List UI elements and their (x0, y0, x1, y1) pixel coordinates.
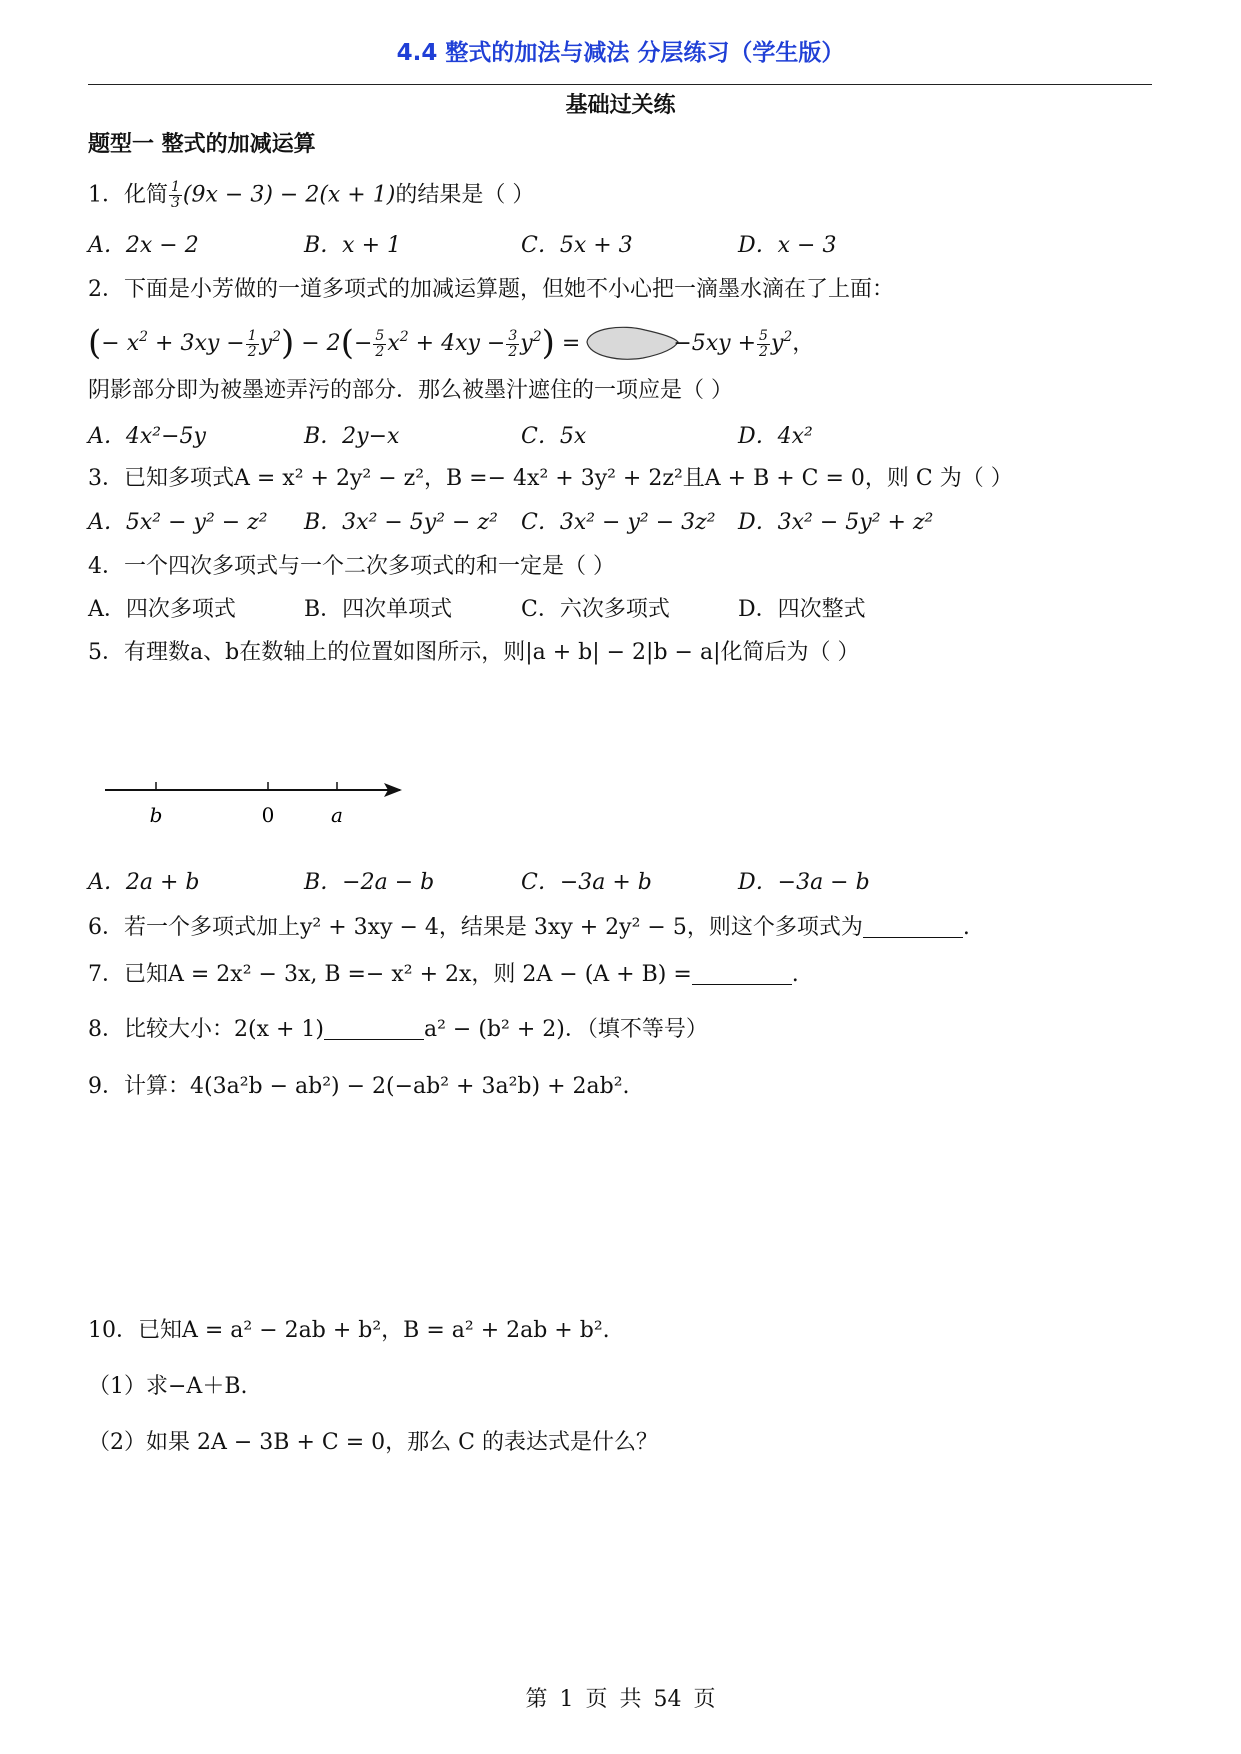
q10-part-1: （1）求−A＋B. (88, 1374, 248, 1399)
label-zero: 0 (261, 803, 275, 827)
total-pages: 54 (653, 1687, 682, 1712)
q10-part-2: （2）如果 2A − 3B + C = 0，那么 C 的表达式是什么？ (88, 1430, 658, 1455)
q1-option-c[interactable]: C．5x + 3 (521, 233, 633, 258)
q7-answer-blank[interactable] (692, 962, 792, 985)
page-header-title: 4.4 整式的加法与减法 分层练习（学生版） (396, 40, 845, 66)
q4-option-a[interactable]: A．四次多项式 (88, 597, 236, 622)
q1-fraction: $\frac{1}{3}$ (171, 179, 180, 211)
page-footer: 第 1 页 共 54 页 (525, 1687, 716, 1712)
q4-option-d[interactable]: D．四次整式 (738, 597, 866, 622)
header-divider (88, 84, 1152, 85)
current-page-number: 1 (559, 1687, 574, 1712)
q1-expression: (9x − 3) − 2(x + 1) (182, 182, 396, 208)
q2-description: 阴影部分即为被墨迹弄污的部分．那么被墨汁遮住的一项应是（ ） (88, 378, 733, 403)
question-5: 5．有理数a、b在数轴上的位置如图所示，则|a + b| − 2|b − a|化简后为（ ） (88, 640, 860, 665)
q3-option-d[interactable]: D．3x² − 5y² + z² (738, 510, 934, 535)
q4-option-b[interactable]: B．四次单项式 (304, 597, 453, 622)
q1-option-a[interactable]: A．2x − 2 (88, 233, 199, 258)
number-line-figure (100, 772, 420, 832)
label-a: a (331, 803, 343, 827)
q1-option-b[interactable]: B．x + 1 (304, 233, 401, 258)
q4-option-c[interactable]: C．六次多项式 (521, 597, 670, 622)
q2-option-c[interactable]: C．5x (521, 424, 587, 449)
question-2: 2．下面是小芳做的一道多项式的加减运算题，但她不小心把一滴墨水滴在了上面： (88, 277, 894, 302)
question-6: 6．若一个多项式加上y² + 3xy − 4，结果是 3xy + 2y² − 5，则这个多项式为 . (88, 915, 970, 940)
q5-option-c[interactable]: C．−3a + b (521, 870, 652, 895)
section-title: 基础过关练 (565, 93, 676, 118)
label-b: b (149, 803, 163, 827)
q3-option-c[interactable]: C．3x² − y² − 3z² (521, 510, 716, 535)
question-10: 10．已知A = a² − 2ab + b²，B = a² + 2ab + b². (88, 1318, 610, 1343)
question-8: 8．比较大小：2(x + 1) a² − (b² + 2)．（填不等号） (88, 1017, 708, 1042)
q2-option-b[interactable]: B．2y−x (304, 424, 400, 449)
question-9: 9．计算：4(3a²b − ab²) − 2(−ab² + 3a²b) + 2ab². (88, 1074, 630, 1099)
q3-option-b[interactable]: B．3x² − 5y² − z² (304, 510, 498, 535)
q2-option-a[interactable]: A．4x²−5y (88, 424, 206, 449)
q1-suffix: 的结果是（ ） (395, 182, 535, 208)
question-1 (88, 180, 534, 211)
q8-answer-blank[interactable] (324, 1017, 424, 1040)
q5-option-b[interactable]: B．−2a − b (304, 870, 435, 895)
q3-option-a[interactable]: A．5x² − y² − z² (88, 510, 268, 535)
ink-blot-icon (583, 322, 679, 362)
q2-option-d[interactable]: D．4x² (738, 424, 813, 449)
question-4: 4．一个四次多项式与一个二次多项式的和一定是（ ） (88, 554, 615, 579)
q1-option-d[interactable]: D．x − 3 (738, 233, 837, 258)
q6-answer-blank[interactable] (863, 915, 963, 938)
q5-option-a[interactable]: A．2a + b (88, 870, 200, 895)
q2-equation: (− $x^2 + 3xy$ − $\frac{1}{2}$ $y^2) - 2(-$ $\frac{5}{2}$ $x^2 + 4xy$ − $\frac{3}{2}$ $y^2) = -5xy$ + $\frac{5}{2}$ $y^2$， (88, 323, 815, 363)
q1-prefix: 1．化简 (88, 182, 168, 208)
q5-option-d[interactable]: D．−3a − b (738, 870, 870, 895)
question-7: 7．已知A = 2x² − 3x, B =− x² + 2x，则 2A − (A + B) = . (88, 962, 799, 987)
q2-equation-tail: −5xy + (673, 331, 757, 356)
question-3: 3．已知多项式A = x² + 2y² − z²，B =− 4x² + 3y² + 2z²且A + B + C = 0，则 C 为（ ） (88, 466, 1013, 491)
question-type-title: 题型一 整式的加减运算 (88, 132, 316, 157)
